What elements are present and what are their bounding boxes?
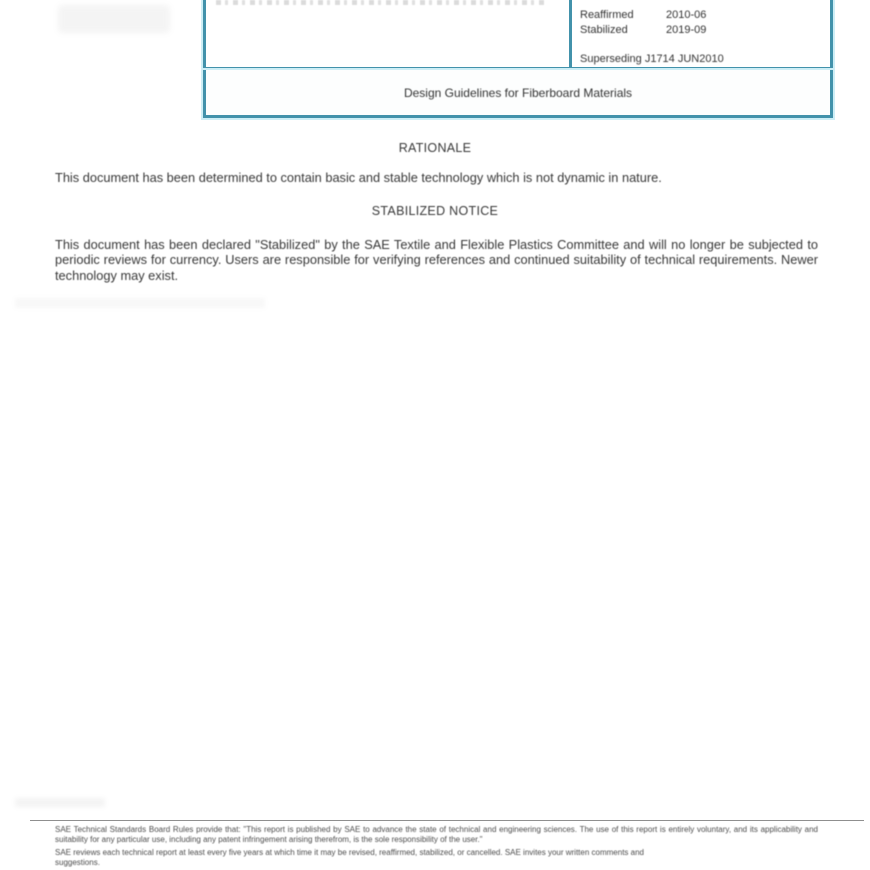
footer-review-line: SAE reviews each technical report at least every five years at which time it may be revised, reaffirmed, stabilized, or cancelled. SAE invites your written comments and — [55, 848, 644, 857]
footer-review-paragraph — [55, 848, 818, 868]
scan-footer-artifact — [15, 798, 105, 807]
date-label: Reaffirmed — [580, 9, 634, 21]
header-title-row — [203, 70, 833, 118]
document-title: Design Guidelines for Fiberboard Materials — [403, 85, 633, 100]
header-dates-cell — [572, 0, 830, 67]
rationale-heading: RATIONALE — [398, 141, 472, 155]
footer-divider — [30, 820, 864, 821]
superseding-note: Superseding J1714 JUN2010 — [580, 53, 724, 65]
footer-rules-paragraph: SAE Technical Standards Board Rules provide that: "This report is published by SAE to advance the state of technical and engineering sciences. The use of this report is entirely voluntary, and its applicability and suitability for any particular use, including any patent infringement arising therefrom, is the sole responsibility of the user." — [55, 825, 818, 844]
date-row — [580, 8, 826, 23]
rationale-paragraph: This document has been determined to contain basic and stable technology which is not dynamic in nature. — [55, 170, 662, 185]
date-row — [580, 23, 826, 38]
faded-logo-artifact — [58, 5, 170, 33]
header-table-top-row — [203, 0, 833, 70]
stabilized-notice-paragraph: This document has been declared "Stabilized" by the SAE Textile and Flexible Plastics Committee and will no longer be subjected to periodic reviews for currency. Users are responsible for verifying references and continued suitability of technical requirements. Newer technology may exist. — [55, 237, 818, 283]
stabilized-notice-heading: STABILIZED NOTICE — [371, 204, 499, 218]
date-value: 2010-06 — [666, 9, 707, 21]
date-label: Stabilized — [580, 24, 628, 36]
scan-band-artifact — [15, 298, 265, 308]
header-left-cell — [206, 0, 572, 67]
footer-review-line: suggestions. — [55, 858, 100, 867]
date-value: 2019-09 — [666, 24, 707, 36]
header-table — [203, 0, 833, 118]
